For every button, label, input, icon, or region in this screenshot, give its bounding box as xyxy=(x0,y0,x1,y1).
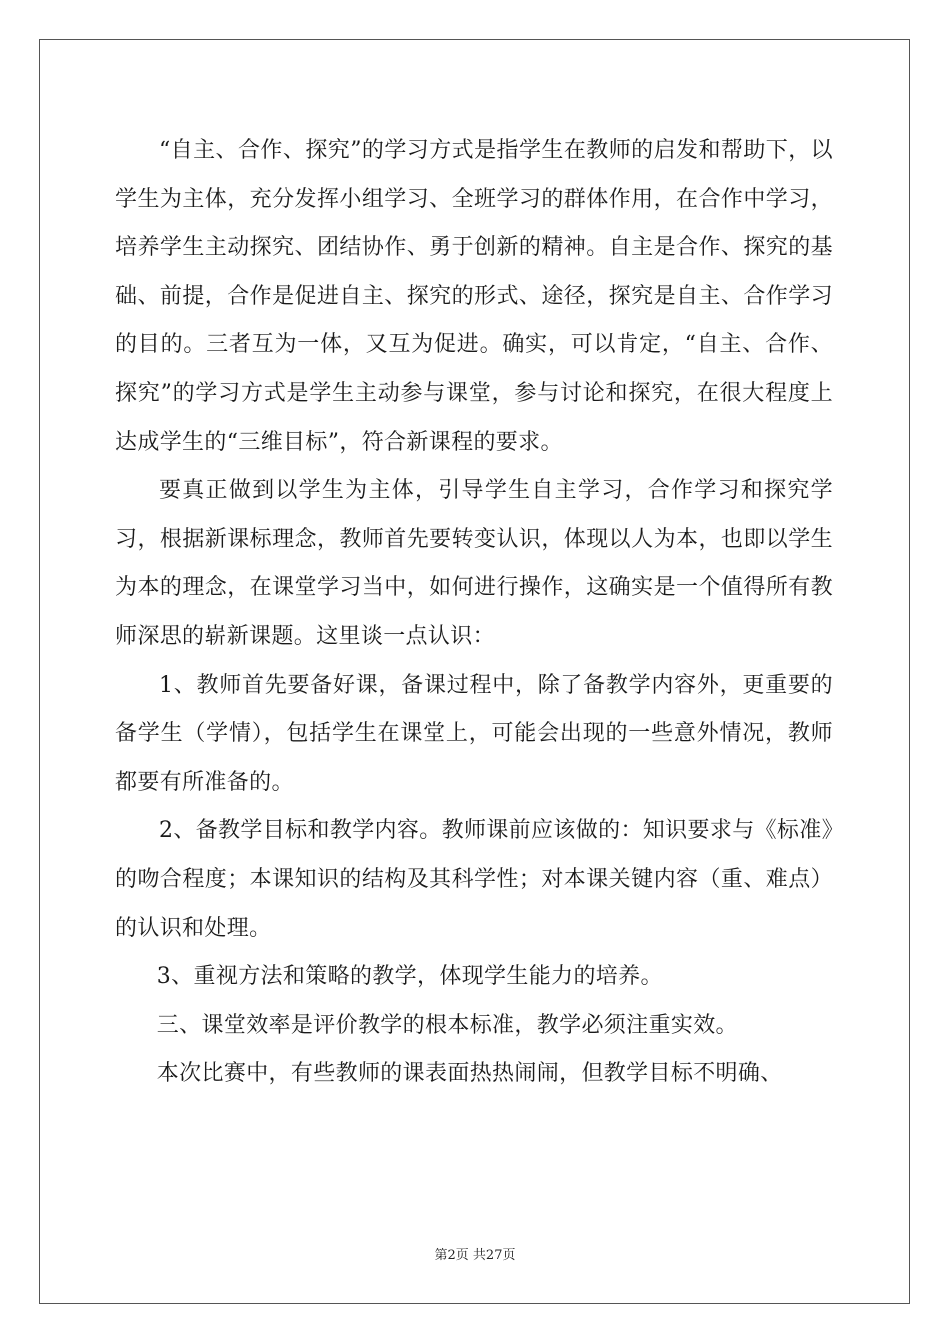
paragraph-7: 本次比赛中，有些教师的课表面热热闹闹，但教学目标不明确、 xyxy=(156,1061,783,1087)
page-number-footer: 第2页 共27页 xyxy=(434,1248,516,1263)
paragraph-3: 1、教师首先要备好课，备课过程中，除了备教学内容外，更重要的备学生（学情），包括学生在课堂上，可能会出现的一些意外情况，教师都要有所准备的。 xyxy=(115,672,833,795)
paragraph-2: 要真正做到以学生为主体，引导学生自主学习，合作学习和探究学习，根据新课标理念，教师首先要转变认识，体现以人为本，也即以学生为本的理念，在课堂学习当中，如何进行操作，这确实是一个值得所有教师深思的崭新课题。这里谈一点认识： xyxy=(115,478,833,649)
paragraph-4: 2、备教学目标和教学内容。教师课前应该做的：知识要求与《标准》的吻合程度；本课知识的结构及其科学性；对本课关键内容（重、难点）的认识和处理。 xyxy=(115,818,833,941)
document-body xyxy=(115,127,833,1099)
paragraph-1: “自主、合作、探究”的学习方式是指学生在教师的启发和帮助下，以学生为主体，充分发挥小组学习、全班学习的群体作用，在合作中学习，培养学生主动探究、团结协作、勇于创新的精神。自主是合作、探究的基础、前提，合作是促进自主、探究的形式、途径，探究是自主、合作学习的目的。三者互为一体，又互为促进。确实，可以肯定，“自主、合作、探究”的学习方式是学生主动参与课堂，参与讨论和探究，在很大程度上达成学生的“三维目标”，符合新课程的要求。 xyxy=(115,138,833,455)
paragraph-6: 三、课堂效率是评价教学的根本标准，教学必须注重实效。 xyxy=(156,1012,738,1038)
paragraph-5: 3、重视方法和策略的教学，体现学生能力的培养。 xyxy=(156,964,663,990)
